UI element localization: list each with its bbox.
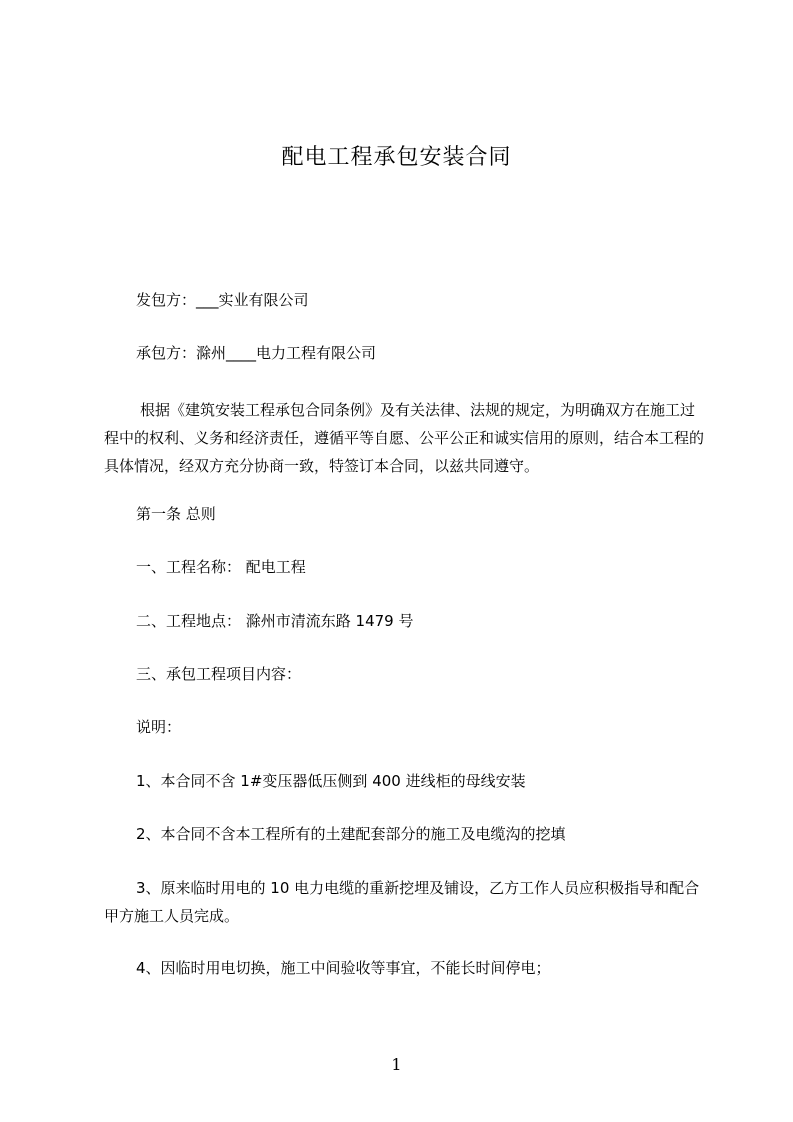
- page-number: 1: [391, 1055, 402, 1074]
- preamble-paragraph: 根据《建筑安装工程承包合同条例》及有关法律、法规的规定，为明确双方在施工过程中的权利、义务和经济责任，遵循平等自愿、公平公正和诚实信用的原则，结合本工程的具体情况，经双方充分协商一致，特签订本合同，以兹共同遵守。: [104, 401, 705, 475]
- party-b-line: 承包方：滁州____电力工程有限公司: [136, 344, 377, 362]
- note-2: 2、本合同不含本工程所有的土建配套部分的施工及电缆沟的挖填: [136, 825, 566, 843]
- project-name-item: 一、工程名称： 配电工程: [136, 558, 306, 576]
- notes-heading: 说明：: [136, 718, 182, 736]
- party-a-line: 发包方：___实业有限公司: [136, 291, 309, 309]
- project-location-item: 二、工程地点： 滁州市清流东路 1479 号: [136, 612, 414, 630]
- note-1: 1、本合同不含 1#变压器低压侧到 400 进线柜的母线安装: [136, 772, 526, 790]
- contract-title: 配电工程承包安装合同: [281, 145, 512, 170]
- note-4: 4、因临时用电切换，施工中间验收等事宜，不能长时间停电；: [136, 959, 551, 977]
- project-scope-item: 三、承包工程项目内容：: [136, 665, 302, 683]
- article-1-heading: 第一条 总则: [136, 505, 216, 523]
- note-3: 3、原来临时用电的 10 电力电缆的重新挖埋及铺设，乙方工作人员应积极指导和配合甲方施工人员完成。: [104, 879, 700, 925]
